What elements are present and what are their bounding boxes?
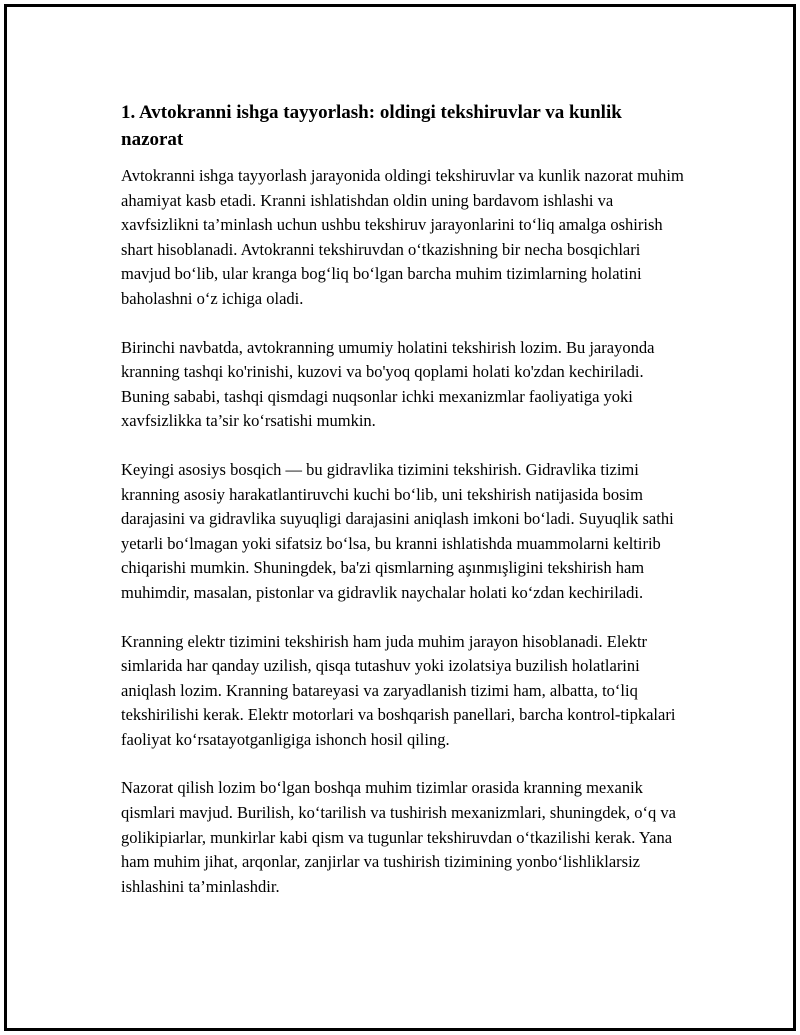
section-title: 1. Avtokranni ishga tayyorlash: oldingi tekshiruvlar va kunlik nazorat	[121, 102, 622, 150]
paragraph-electrical: Kranning elektr tizimini tekshirish ham juda muhim jarayon hisoblanadi. Elektr simlarida har qanday uzilish, qisqa tutashuv yoki izolatsiya buzilish holatlarini aniqlash lozim. Kranning batareyasi va zaryadlanish tizimi ham, albatta, to‘liq tekshirilishi kerak. Elektr motorlari va boshqarish panellari, barcha kontrol-tipkalari faoliyat ko‘rsatayotganligiga ishonch hosil qiling.	[121, 631, 676, 749]
page-frame	[4, 4, 796, 1031]
paragraph-intro: Avtokranni ishga tayyorlash jarayonida oldingi tekshiruvlar va kunlik nazorat muhim ahamiyat kasb etadi. Kranni ishlatishdan oldin uning bardavom ishlashi va xavfsizlikni ta’minlash uchun ushbu tekshiruv jarayonlarini to‘liq amalga oshirish shart hisoblanadi. Avtokranni tekshiruvdan o‘tkazishning bir necha bosqichlari mavjud bo‘lib, ular kranga bog‘liq bo‘lgan barcha muhim tizimlarning holatini baholashni o‘z ichiga oladi.	[121, 166, 684, 308]
paragraph-hydraulics: Keyingi asosiys bosqich — bu gidravlika tizimini tekshirish. Gidravlika tizimi kranning asosiy harakatlantiruvchi kuchi bo‘lib, uni tekshirish natijasida bosim darajasini va gidravlika suyuqligi darajasini aniqlash imkoni bo‘ladi. Suyuqlik sathi yetarli bo‘lmagan yoki sifatsiz bo‘lsa, bu kranni ishlatishda muammolarni keltirib chiqarishi mumkin. Shuningdek, ba'zi qismlarning aşınmışligini tekshirish ham muhimdir, masalan, pistonlar va gidravlik naychalar holati ko‘zdan kechiriladi.	[121, 459, 674, 602]
paragraph-general-condition: Birinchi navbatda, avtokranning umumiy holatini tekshirish lozim. Bu jarayonda kranning tashqi ko'rinishi, kuzovi va bo'yoq qoplami holati ko'zdan kechiriladi. Buning sababi, tashqi qismdagi nuqsonlar ichki mexanizmlar faoliyatiga yoki xavfsizlikka ta’sir ko‘rsatishi mumkin.	[121, 337, 655, 431]
paragraph-mechanical: Nazorat qilish lozim bo‘lgan boshqa muhim tizimlar orasida kranning mexanik qismlari mavjud. Burilish, ko‘tarilish va tushirish mexanizmlari, shuningdek, o‘q va golikipiarlar, munkirlar kabi qism va tugunlar tekshiruvdan o‘tkazilishi kerak. Yana ham muhim jihat, arqonlar, zanjirlar va tushirish tizimining yonbo‘lishliklarsiz ishlashini ta’minlashdir.	[121, 778, 676, 896]
document-body	[121, 99, 687, 923]
